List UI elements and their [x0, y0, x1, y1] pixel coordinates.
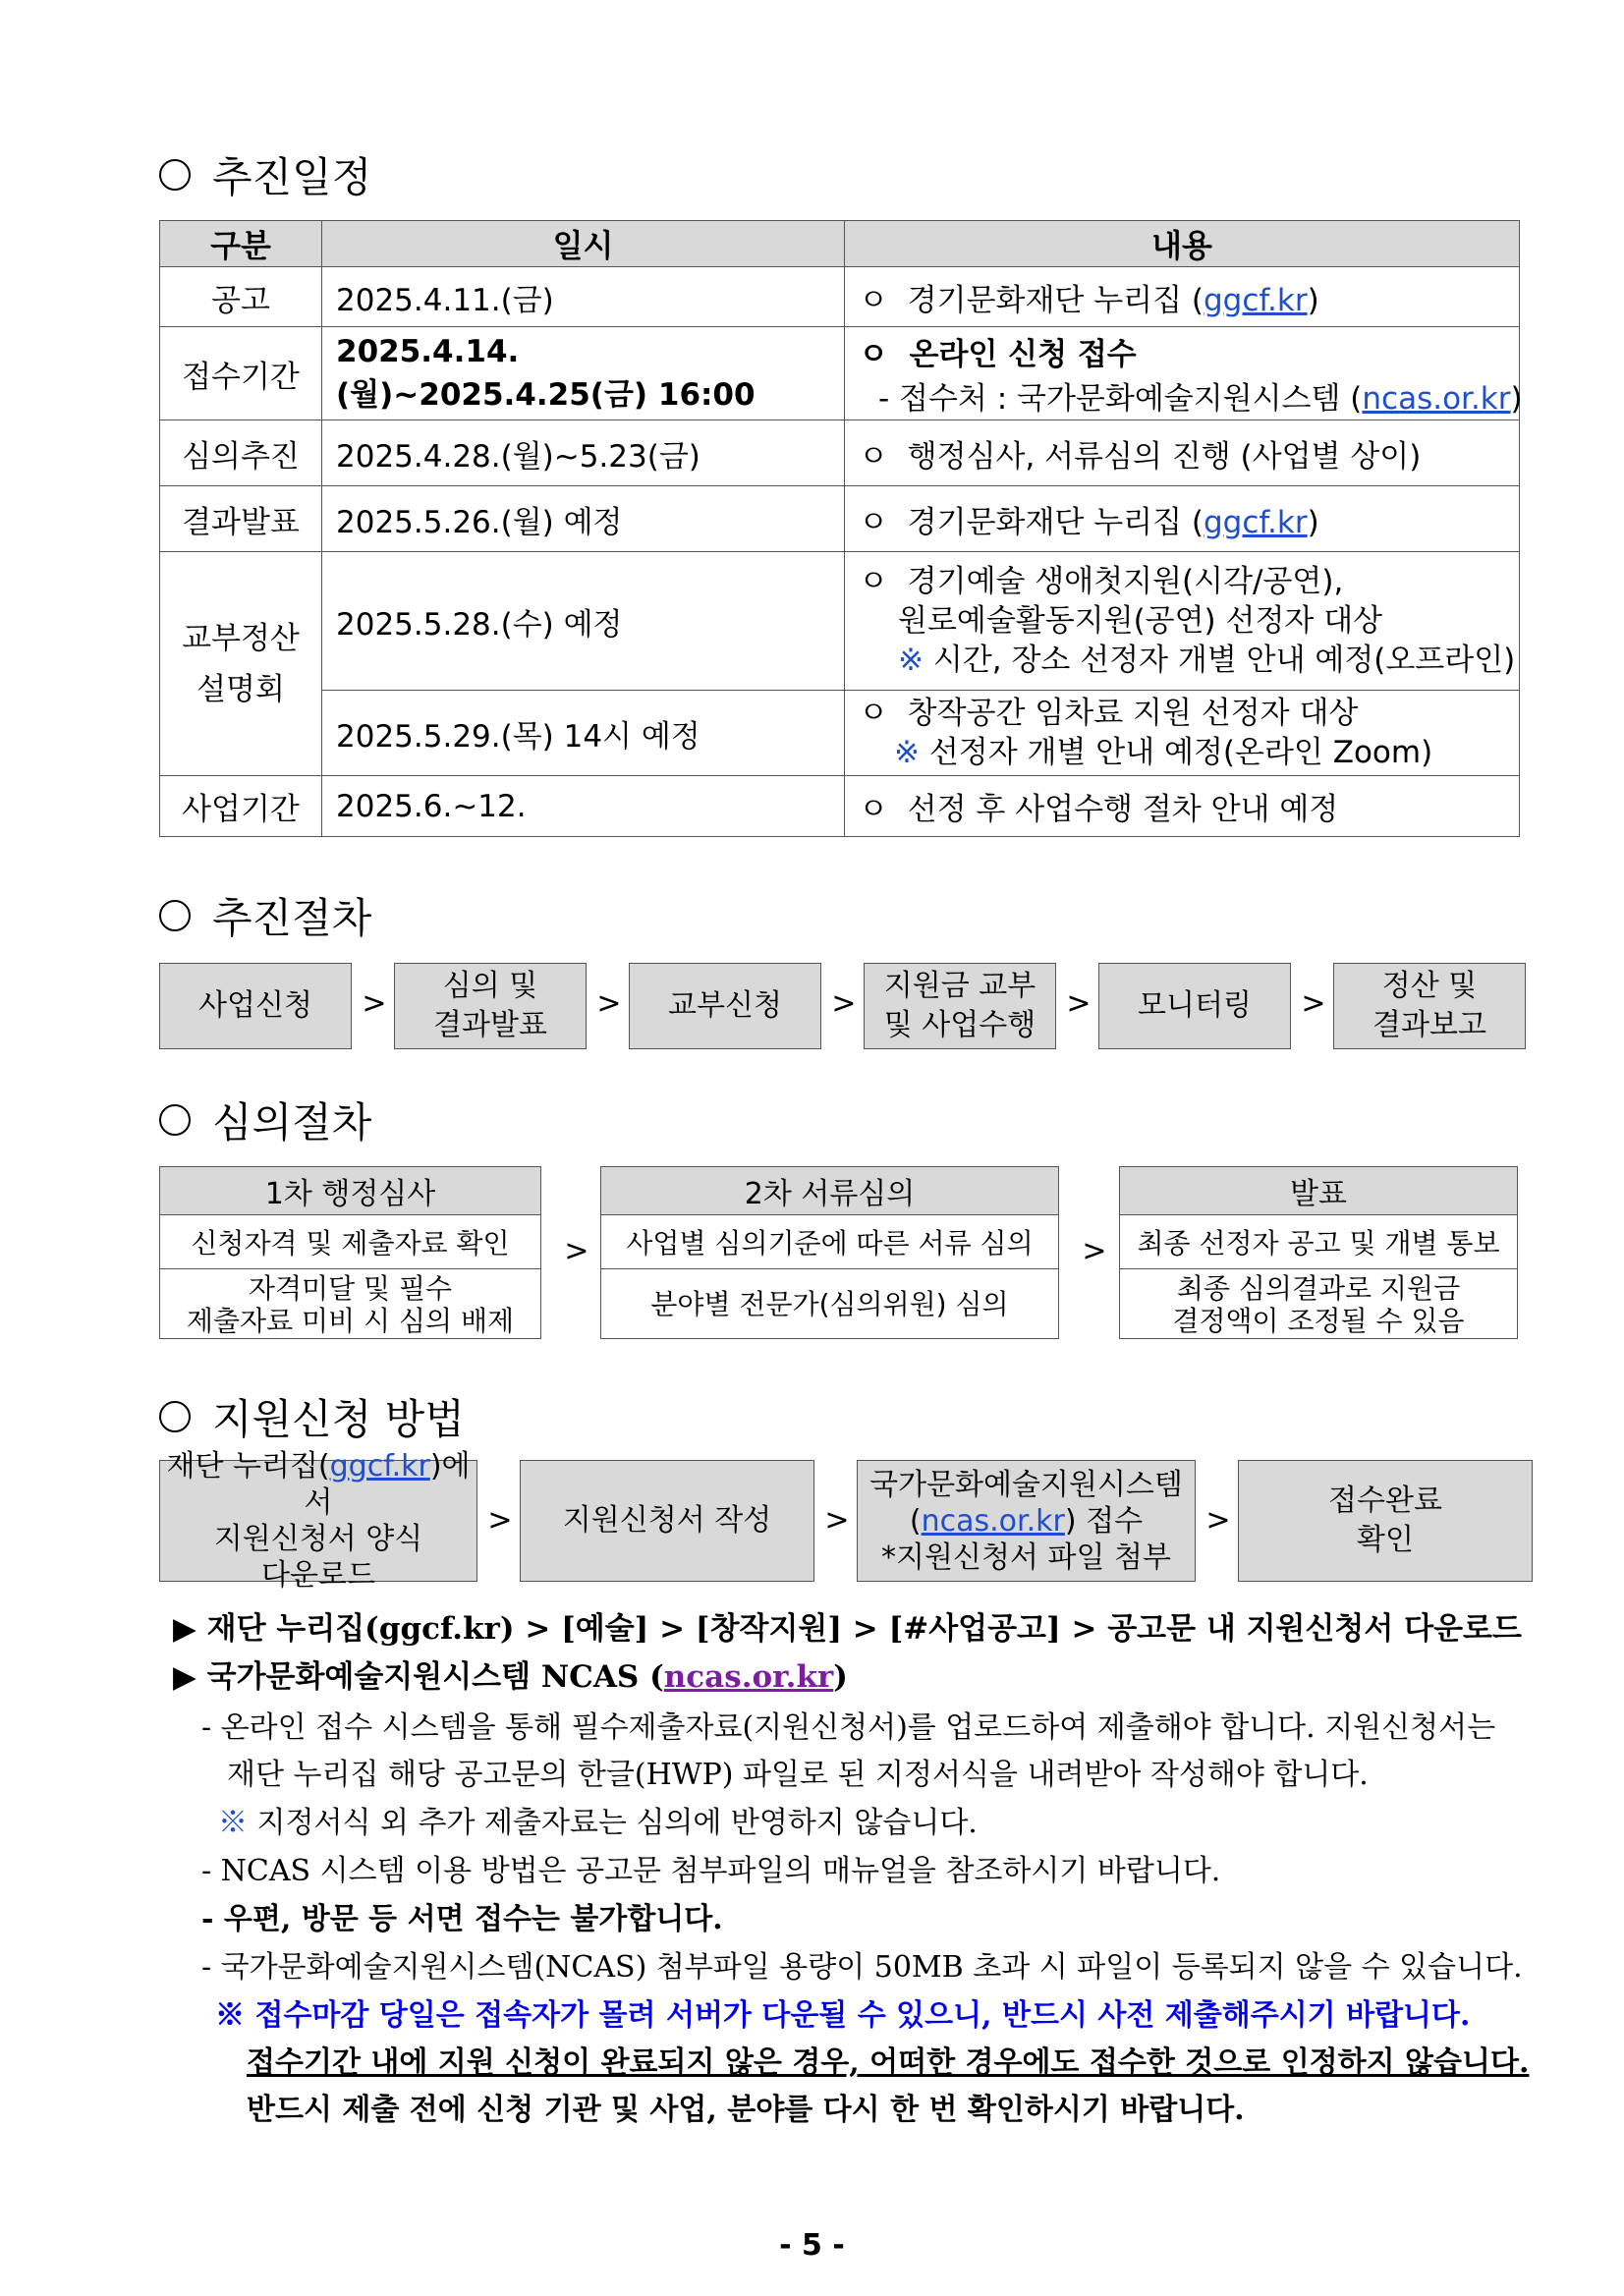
apply-step: 재단 누리집(ggcf.kr)에서 지원신청서 양식 다운로드 [159, 1460, 477, 1582]
row-date: 2025.6.~12. [322, 776, 845, 837]
arrow-right-icon: > [487, 1503, 513, 1538]
reference-mark-icon: ※ [218, 1806, 248, 1840]
arrow-right-icon: > [1066, 986, 1092, 1021]
row-content: ㅇ 행정심사, 서류심의 진행 (사업별 상이) [845, 420, 1520, 486]
table-row [160, 691, 1520, 776]
row-category: 공고 [160, 267, 322, 327]
section-title-procedure: 추진절차 [159, 886, 371, 945]
header-content: 내용 [845, 221, 1520, 267]
table-row [160, 552, 1520, 691]
procedure-step: 교부신청 [629, 963, 821, 1049]
review-step: 2차 서류심의 사업별 심의기준에 따른 서류 심의 분야별 전문가(심의위원) 심의 [600, 1166, 1059, 1339]
review-step: 발표 최종 선정자 공고 및 개별 통보 최종 심의결과로 지원금 결정액이 조정될 수 있음 [1119, 1166, 1518, 1339]
header-date: 일시 [322, 221, 845, 267]
arrow-right-icon: > [596, 986, 622, 1021]
ncas-link[interactable]: ncas.or.kr [921, 1503, 1065, 1539]
ncas-link[interactable]: ncas.or.kr [1362, 381, 1511, 417]
row-category: 결과발표 [160, 486, 322, 552]
arrow-right-icon: > [362, 986, 387, 1021]
bullet: ㅇ [859, 282, 888, 318]
row-content: ㅇ 경기문화재단 누리집 (ggcf.kr) [845, 267, 1520, 327]
review-step: 1차 행정심사 신청자격 및 제출자료 확인 자격미달 및 필수 제출자료 미비 시 심의 배제 [159, 1166, 541, 1339]
ggcf-link[interactable]: ggcf.kr [329, 1449, 430, 1484]
apply-step: 지원신청서 작성 [520, 1460, 814, 1582]
note-text: - 국가문화예술지원시스템(NCAS) 첨부파일 용량이 50MB 초과 시 파일이 등록되지 않을 수 있습니다. [201, 1950, 1523, 1985]
row-content: ㅇ 창작공간 임차료 지원 선정자 대상 ※ 선정자 개별 안내 예정(온라인 Zoom) [845, 691, 1520, 776]
note-ncas: ▶ 국가문화예술지원시스템 NCAS (ncas.or.kr) [173, 1659, 848, 1695]
row-date: 2025.5.29.(목) 14시 예정 [322, 691, 845, 776]
note-warning: 반드시 제출 전에 신청 기관 및 사업, 분야를 다시 한 번 확인하시기 바랍니다. [247, 2093, 1245, 2127]
table-row [160, 776, 1520, 837]
row-category: 접수기간 [160, 327, 322, 420]
section-title-text: 추진일정 [212, 153, 372, 201]
section-title-apply: 지원신청 방법 [159, 1387, 465, 1446]
reference-mark-icon: ※ [898, 643, 924, 678]
circle-bullet-icon [159, 159, 191, 191]
row-content: ㅇ 경기문화재단 누리집 (ggcf.kr) [845, 486, 1520, 552]
procedure-step: 심의 및 결과발표 [394, 963, 587, 1049]
schedule-table [159, 220, 1523, 837]
note-text: 재단 누리집 해당 공고문의 한글(HWP) 파일로 된 지정서식을 내려받아 작성해야 합니다. [227, 1758, 1369, 1792]
row-category: 심의추진 [160, 420, 322, 486]
row-date: 2025.5.26.(월) 예정 [322, 486, 845, 552]
arrow-right-icon: > [824, 1503, 850, 1538]
procedure-step: 사업신청 [159, 963, 352, 1049]
note-text: - NCAS 시스템 이용 방법은 공고문 첨부파일의 매뉴얼을 참조하시기 바랍니다. [201, 1854, 1221, 1888]
row-date: 2025.5.28.(수) 예정 [322, 552, 845, 691]
note-text: ※ 지정서식 외 추가 제출자료는 심의에 반영하지 않습니다. [218, 1806, 978, 1840]
table-row [160, 486, 1520, 552]
circle-bullet-icon [159, 900, 191, 931]
section-title-review: 심의절차 [159, 1091, 371, 1149]
row-content: ㅇ 선정 후 사업수행 절차 안내 예정 [845, 776, 1520, 837]
table-row [160, 420, 1520, 486]
row-content: ㅇ 온라인 신청 접수 - 접수처 : 국가문화예술지원시스템 (ncas.or.kr) [845, 327, 1520, 420]
row-category: 사업기간 [160, 776, 322, 837]
arrow-right-icon: > [1082, 1234, 1107, 1268]
arrow-right-icon: > [1205, 1503, 1231, 1538]
table-row [160, 327, 1520, 420]
circle-bullet-icon [159, 1104, 191, 1136]
row-content: ㅇ 경기예술 생애첫지원(시각/공연), 원로예술활동지원(공연) 선정자 대상 ※ 시간, 장소 선정자 개별 안내 예정(오프라인) [845, 552, 1520, 691]
section-title-schedule [159, 145, 371, 204]
procedure-step: 지원금 교부 및 사업수행 [864, 963, 1056, 1049]
note-warning: ※ 접수마감 당일은 접속자가 몰려 서버가 다운될 수 있으니, 반드시 사전 제출해주시기 바랍니다. [215, 1998, 1471, 2033]
arrow-right-icon: > [831, 986, 857, 1021]
ggcf-link[interactable]: ggcf.kr [1204, 504, 1308, 540]
arrow-right-icon: > [1301, 986, 1326, 1021]
note-text: - 온라인 접수 시스템을 통해 필수제출자료(지원신청서)를 업로드하여 제출해야 합니다. 지원신청서는 [201, 1710, 1496, 1745]
circle-bullet-icon [159, 1401, 191, 1432]
apply-step: 국가문화예술지원시스템 (ncas.or.kr) 접수 *지원신청서 파일 첨부 [857, 1460, 1196, 1582]
note-ggcf-path: ▶ 재단 누리집(ggcf.kr) > [예술] > [창작지원] > [#사업공고] > 공고문 내 지원신청서 다운로드 [173, 1611, 1522, 1647]
row-date: 2025.4.14.(월)~2025.4.25(금) 16:00 [322, 327, 845, 420]
procedure-step: 모니터링 [1098, 963, 1291, 1049]
page-number: - 5 - [779, 2228, 845, 2263]
arrow-right-icon: > [564, 1234, 589, 1268]
note-text: - 우편, 방문 등 서면 접수는 불가합니다. [201, 1902, 723, 1936]
table-row [160, 267, 1520, 327]
row-category: 교부정산 설명회 [160, 552, 322, 776]
row-date: 2025.4.28.(월)~5.23(금) [322, 420, 845, 486]
note-warning: 접수기간 내에 지원 신청이 완료되지 않은 경우, 어떠한 경우에도 접수한 것으로 인정하지 않습니다. [247, 2045, 1530, 2080]
procedure-step: 정산 및 결과보고 [1333, 963, 1526, 1049]
row-date: 2025.4.11.(금) [322, 267, 845, 327]
ggcf-link[interactable]: ggcf.kr [1204, 282, 1308, 318]
reference-mark-icon: ※ [894, 735, 920, 770]
table-header-row [160, 221, 1520, 267]
header-category: 구분 [160, 221, 322, 267]
ncas-link[interactable]: ncas.or.kr [663, 1659, 834, 1695]
apply-step: 접수완료 확인 [1238, 1460, 1533, 1582]
